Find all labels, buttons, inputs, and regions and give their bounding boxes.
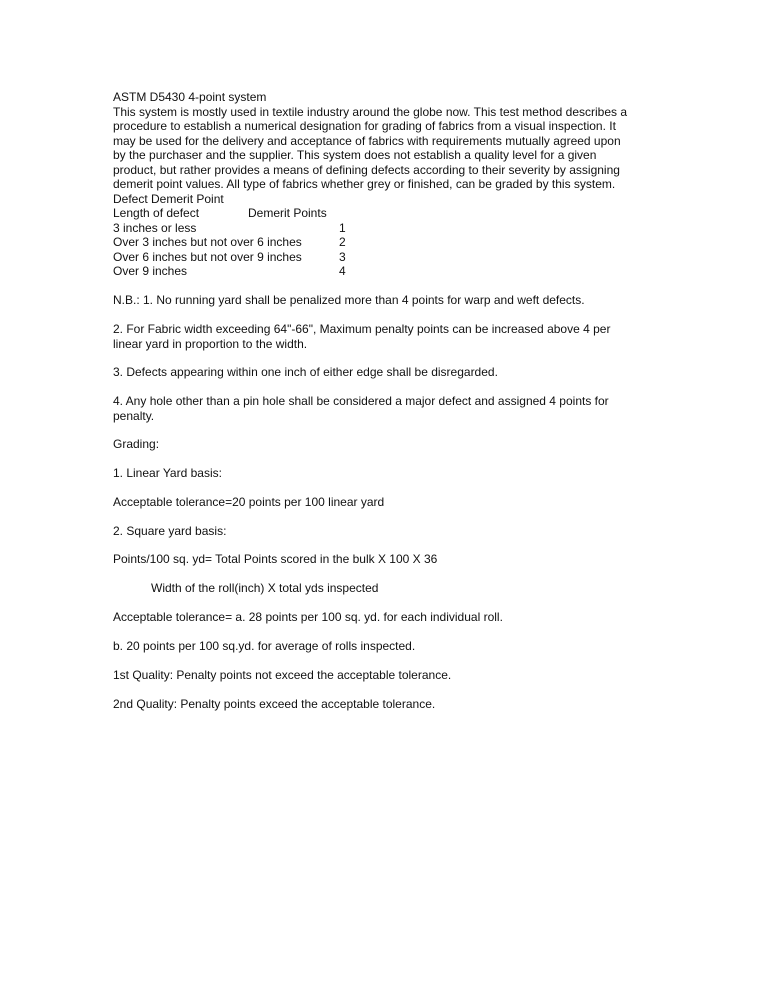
note-3: 3. Defects appearing within one inch of either edge shall be disregarded. (113, 365, 498, 379)
formula-numerator: Points/100 sq. yd= Total Points scored in the bulk X 100 X 36 (113, 552, 438, 566)
first-quality-definition: 1st Quality: Penalty points not exceed the acceptable tolerance. (113, 668, 452, 682)
linear-yard-tolerance: Acceptable tolerance=20 points per 100 linear yard (113, 495, 385, 509)
intro-line: procedure to establish a numerical designation for grading of fabrics from a visual inspection. It (113, 119, 616, 133)
note-4-line: penalty. (113, 408, 155, 423)
table-row (113, 250, 673, 265)
intro-line: This system is mostly used in textile industry around the globe now. This test method describes a (113, 104, 628, 119)
table-row (113, 221, 673, 236)
note-1: N.B.: 1. No running yard shall be penalized more than 4 points for warp and weft defects. (113, 293, 585, 307)
note-2-line: linear yard in proportion to the width. (113, 336, 308, 351)
formula-denominator: Width of the roll(inch) X total yds inspected (151, 581, 379, 595)
second-quality-definition: 2nd Quality: Penalty points exceed the acceptable tolerance. (113, 697, 436, 711)
table-cell-points: 3 (339, 249, 346, 264)
square-yard-heading: 2. Square yard basis: (113, 524, 227, 538)
document-title: ASTM D5430 4-point system (113, 90, 267, 104)
table-cell-length: Over 9 inches (113, 264, 188, 278)
intro-line: product, but rather provides a means of defining defects according to their severity by assigning (113, 162, 620, 177)
square-yard-tolerance-a: Acceptable tolerance= a. 28 points per 100 sq. yd. for each individual roll. (113, 610, 503, 624)
table-header-points: Demerit Points (248, 206, 327, 220)
table-cell-points: 1 (339, 220, 346, 235)
note-4-line: 4. Any hole other than a pin hole shall be considered a major defect and assigned 4 points for (113, 394, 609, 408)
table-cell-points: 4 (339, 264, 346, 278)
intro-section (113, 90, 673, 279)
table-header-length: Length of defect (113, 206, 200, 220)
note-2-line: 2. For Fabric width exceeding 64"-66", Maximum penalty points can be increased above 4 per (113, 322, 611, 336)
intro-line: may be used for the delivery and acceptance of fabrics with requirements mutually agreed upon (113, 133, 621, 148)
linear-yard-heading: 1. Linear Yard basis: (113, 466, 222, 480)
note-2 (113, 322, 673, 351)
table-cell-points: 2 (339, 235, 346, 249)
table-header-row (113, 206, 673, 221)
intro-line: by the purchaser and the supplier. This system does not establish a quality level for a given (113, 148, 597, 162)
table-row (113, 235, 673, 250)
table-cell-length: 3 inches or less (113, 220, 197, 235)
grading-heading: Grading: (113, 437, 160, 451)
table-cell-length: Over 6 inches but not over 9 inches (113, 249, 302, 264)
square-yard-tolerance-b: b. 20 points per 100 sq.yd. for average of rolls inspected. (113, 639, 416, 653)
table-cell-length: Over 3 inches but not over 6 inches (113, 235, 302, 249)
table-caption: Defect Demerit Point (113, 191, 224, 206)
intro-line: demerit point values. All type of fabrics whether grey or finished, can be graded by this system. (113, 177, 616, 191)
table-row (113, 264, 673, 279)
note-4 (113, 394, 673, 423)
